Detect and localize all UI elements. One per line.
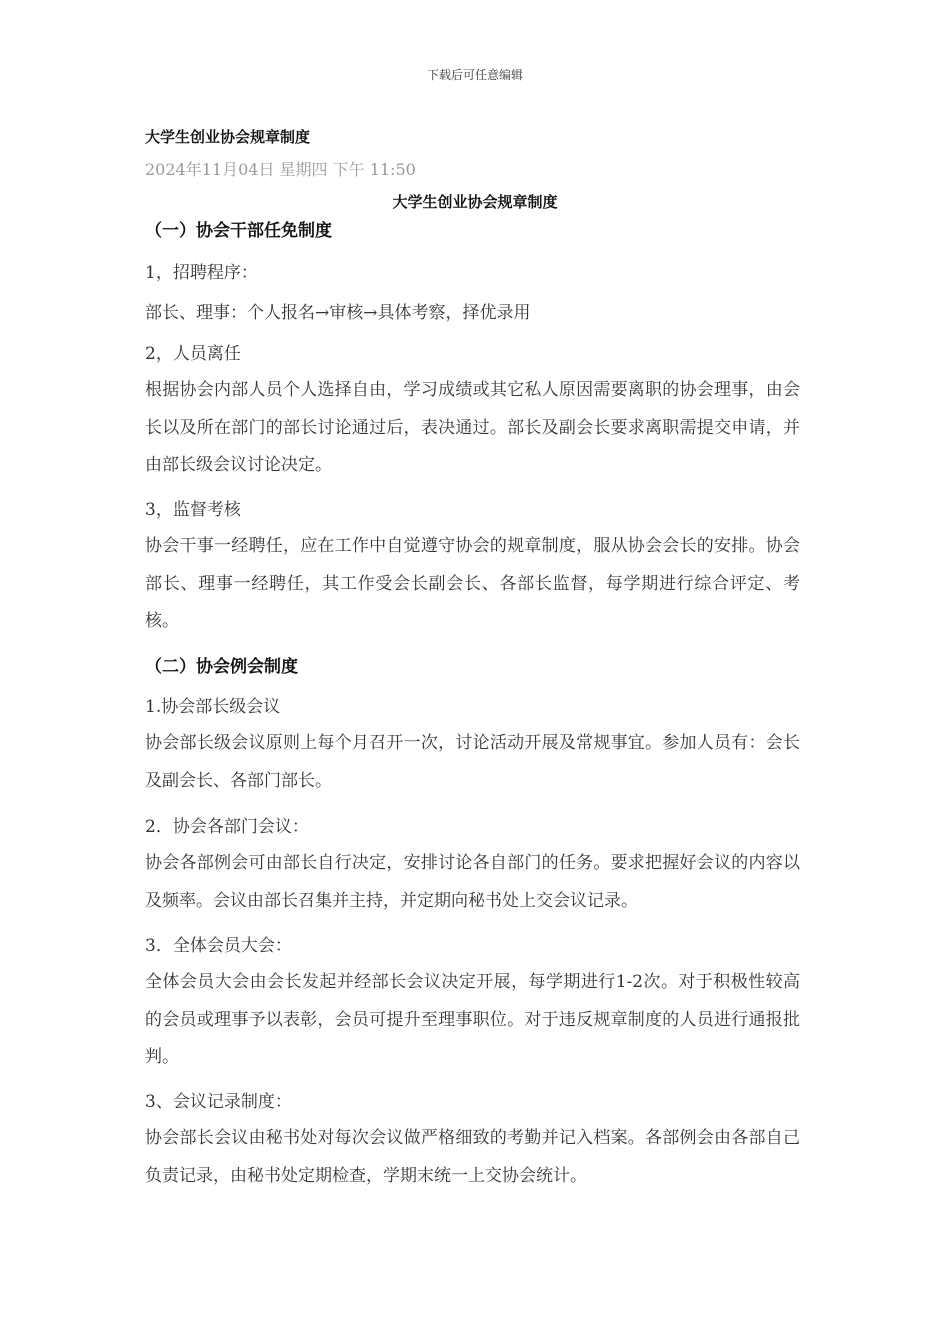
section2-item4-text: 协会部长会议由秘书处对每次会议做严格细致的考勤并记入档案。各部例会由各部自己负责记录，由秘书处定期检查，学期末统一上交协会统计。 — [145, 1128, 800, 1186]
section2-item3-text: 全体会员大会由会长发起并经部长会议决定开展，每学期进行1-2次。对于积极性较高的会员或理事予以表彰，会员可提升至理事职位。对于违反规章制度的人员进行通报批判。 — [145, 972, 800, 1067]
section2-item3-title: 3．全体会员大会： — [145, 936, 292, 956]
section2-item4-title: 3、会议记录制度： — [145, 1092, 292, 1112]
section2-item2-text: 协会各部例会可由部长自行决定，安排讨论各自部门的任务。要求把握好会议的内容以及频率。会议由部长召集并主持，并定期向秘书处上交会议记录。 — [145, 853, 800, 911]
document-title: 大学生创业协会规章制度 — [145, 128, 311, 146]
section2-item1-title: 1.协会部长级会议 — [145, 697, 281, 717]
section1-item1-title: 1，招聘程序： — [145, 263, 258, 283]
section2-item2-title: 2．协会各部门会议： — [145, 817, 309, 837]
section1-item2-title: 2，人员离任 — [145, 344, 241, 364]
section-heading-1: （一）协会干部任免制度 — [145, 221, 332, 241]
section1-item2-text: 根据协会内部人员个人选择自由，学习成绩或其它私人原因需要离职的协会理事，由会长以及所在部门的部长讨论通过后，表决通过。部长及副会长要求离职需提交申请，并由部长级会议讨论决定。 — [145, 380, 800, 475]
section-heading-2: （二）协会例会制度 — [145, 657, 298, 677]
section1-item3-text: 协会干事一经聘任，应在工作中自觉遵守协会的规章制度，服从协会会长的安排。协会部长、理事一经聘任，其工作受会长副会长、各部长监督，每学期进行综合评定、考核。 — [145, 536, 800, 631]
document-date: 2024年11月04日 星期四 下午 11:50 — [145, 160, 416, 179]
page-header-note: 下载后可任意编辑 — [426, 68, 523, 82]
section1-item1-text: 部长、理事：个人报名→审核→具体考察，择优录用 — [145, 303, 531, 323]
centered-title: 大学生创业协会规章制度 — [392, 193, 558, 211]
section1-item3-title: 3，监督考核 — [145, 500, 241, 520]
section2-item1-text: 协会部长级会议原则上每个月召开一次，讨论活动开展及常规事宜。参加人员有：会长及副会长、各部门部长。 — [145, 733, 800, 791]
